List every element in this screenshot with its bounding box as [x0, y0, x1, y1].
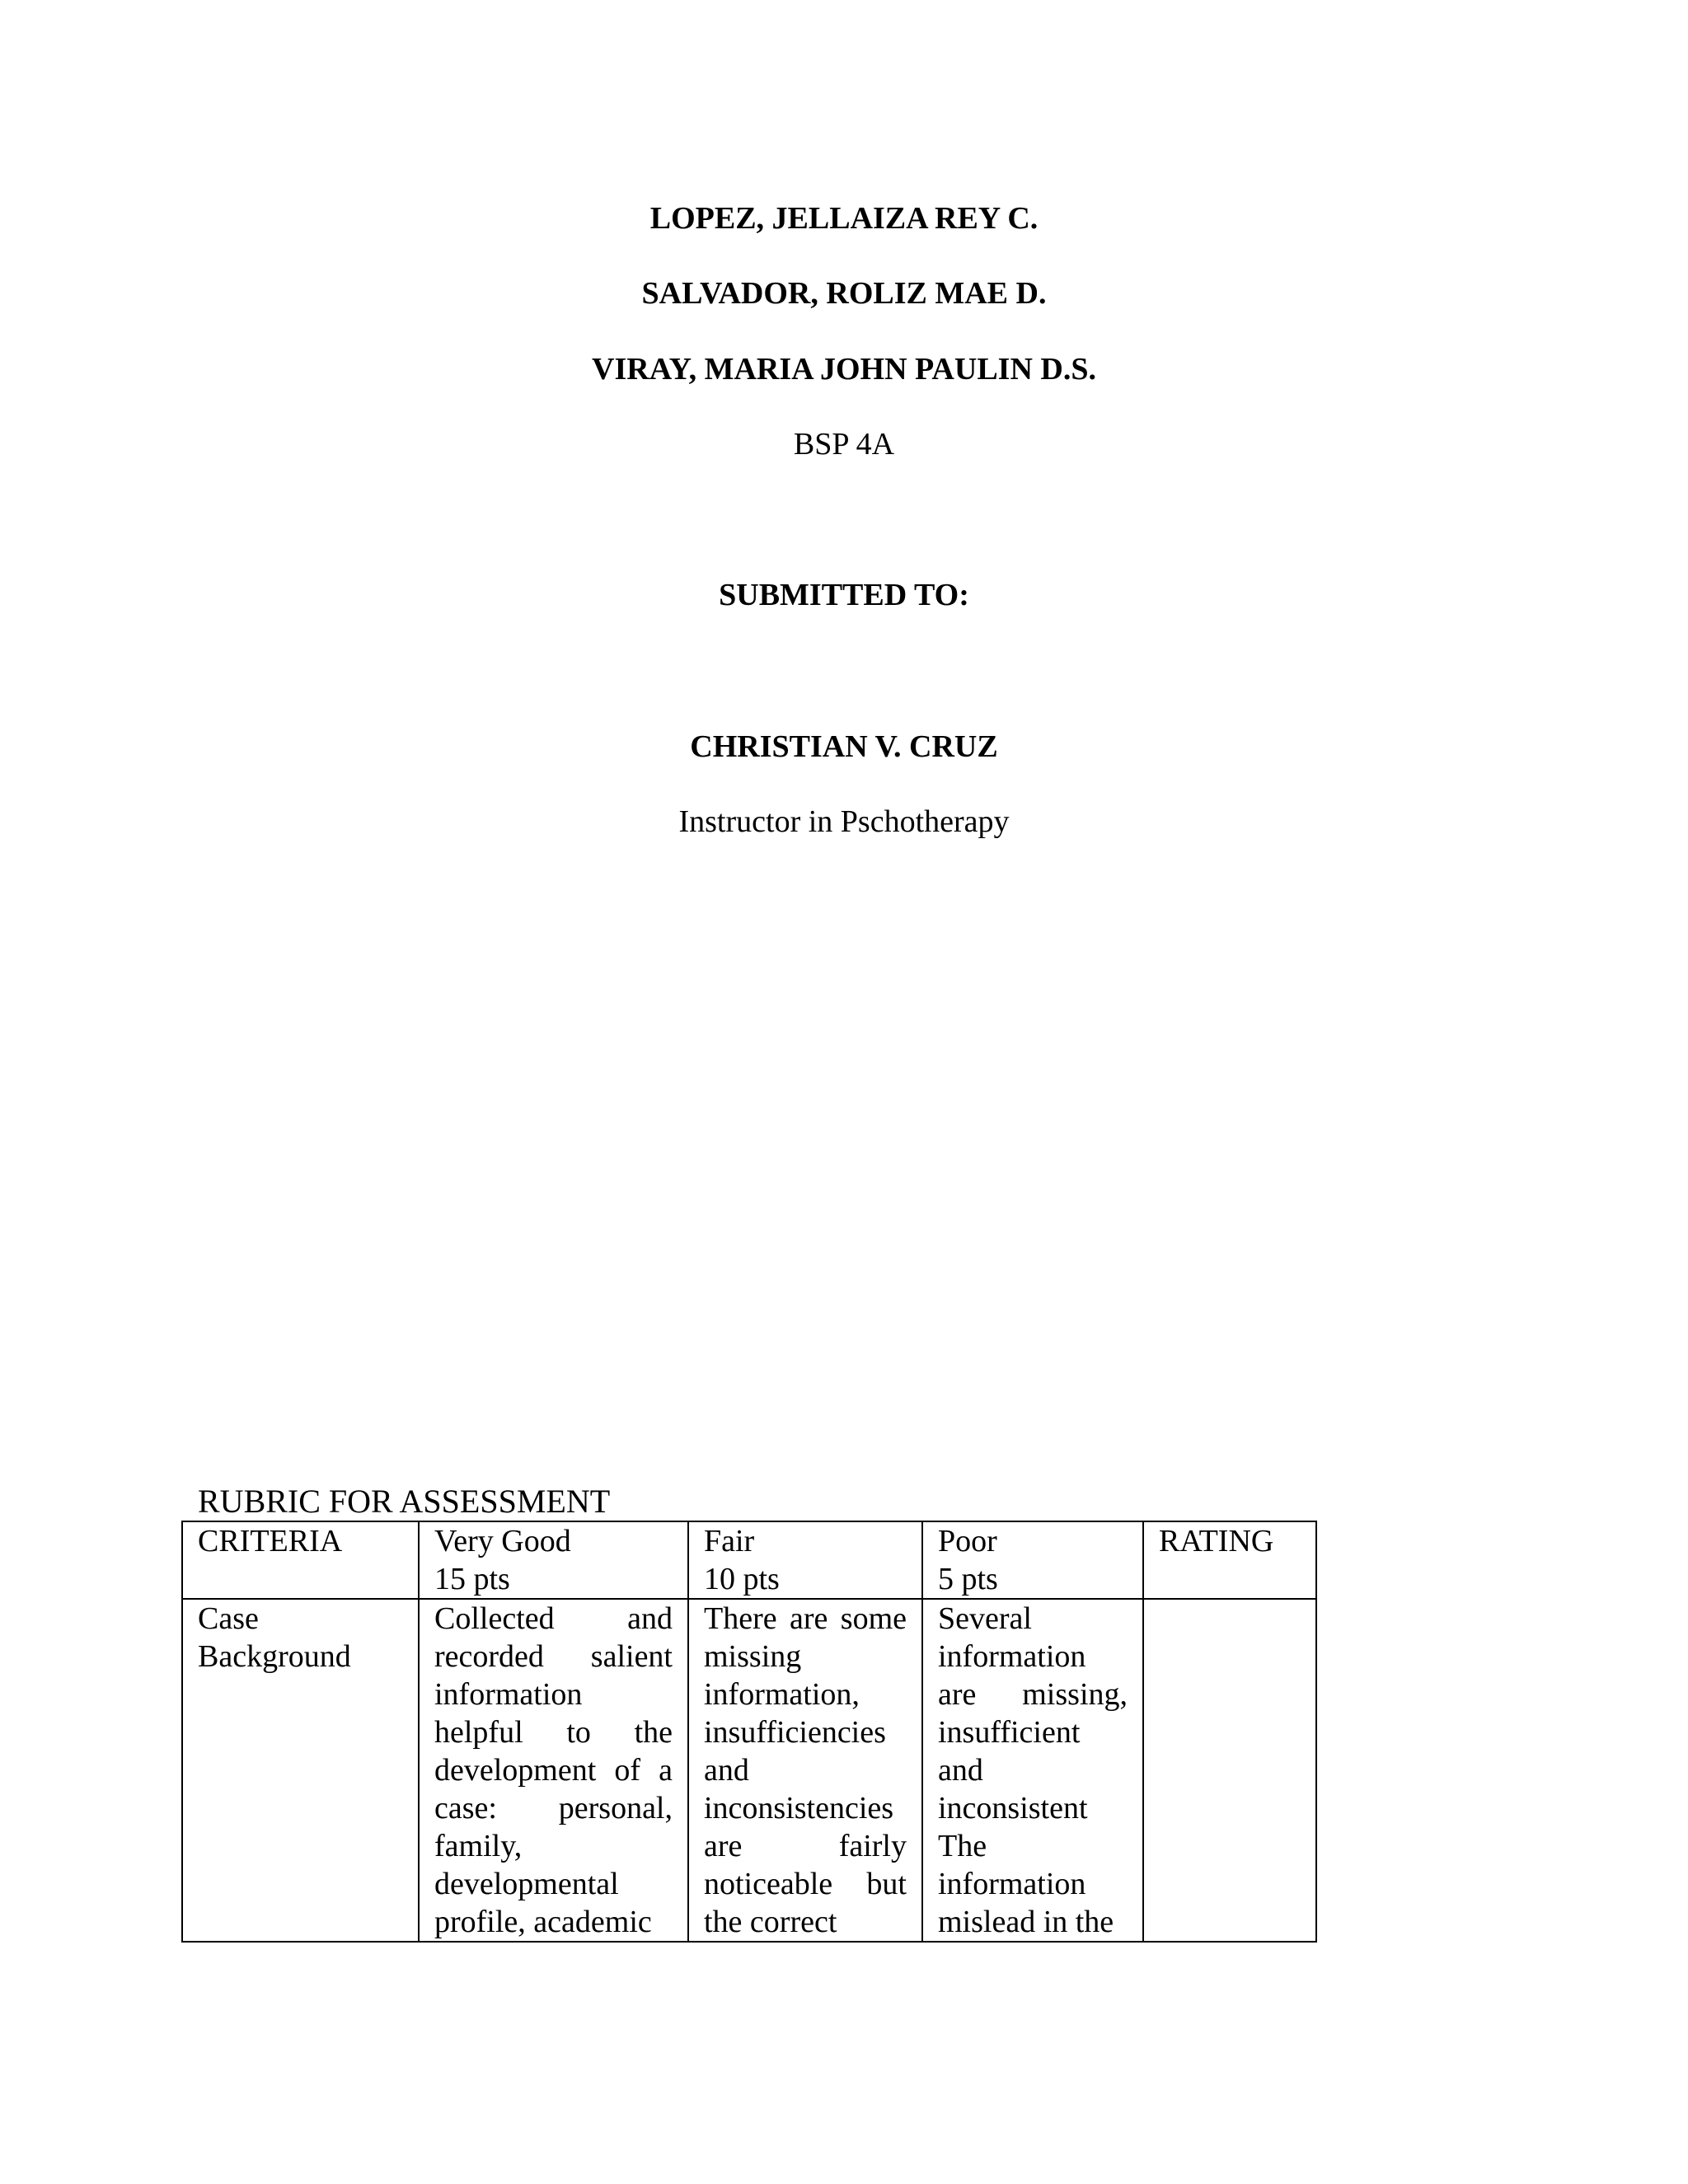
header-poor-label: Poor: [938, 1524, 997, 1558]
rating-cell[interactable]: [1143, 1599, 1316, 1942]
section-label: BSP 4A: [793, 427, 895, 462]
header-very-good-label: Very Good: [434, 1524, 571, 1558]
very-good-cell: Collected and recorded salient information helpful to the development of a case: personal, family, developmental profile, academic: [419, 1599, 688, 1942]
student-name-2: SALVADOR, ROLIZ MAE D.: [641, 276, 1047, 311]
header-fair: [688, 1521, 922, 1599]
header-fair-points: 10 pts: [704, 1562, 780, 1596]
header-very-good: [419, 1521, 688, 1599]
header-rating-label: RATING: [1159, 1524, 1274, 1558]
header-poor: [922, 1521, 1143, 1599]
header-rating: [1143, 1521, 1316, 1599]
header-fair-label: Fair: [704, 1524, 755, 1558]
instructor-name: CHRISTIAN V. CRUZ: [690, 729, 998, 764]
rubric-title: RUBRIC FOR ASSESSMENT: [198, 1483, 611, 1520]
table-row: [182, 1599, 1316, 1942]
instructor-title: Instructor in Pschotherapy: [678, 804, 1010, 839]
header-very-good-points: 15 pts: [434, 1562, 510, 1596]
header-criteria-label: CRITERIA: [198, 1524, 343, 1558]
student-name-3: VIRAY, MARIA JOHN PAULIN D.S.: [592, 352, 1096, 387]
header-criteria: [182, 1521, 419, 1599]
poor-cell: Several information are missing, insufficient and inconsistent The information mislead in the: [922, 1599, 1143, 1942]
rubric-table: [181, 1521, 1317, 1943]
student-name-1: LOPEZ, JELLAIZA REY C.: [649, 201, 1039, 236]
submitted-to-heading: SUBMITTED TO:: [719, 578, 969, 612]
criteria-cell: Case Background: [182, 1599, 419, 1942]
header-poor-points: 5 pts: [938, 1562, 998, 1596]
rubric-header-row: [182, 1521, 1316, 1599]
fair-cell: There are some missing information, insufficiencies and inconsistencies are fairly noticeable but the correct: [688, 1599, 922, 1942]
